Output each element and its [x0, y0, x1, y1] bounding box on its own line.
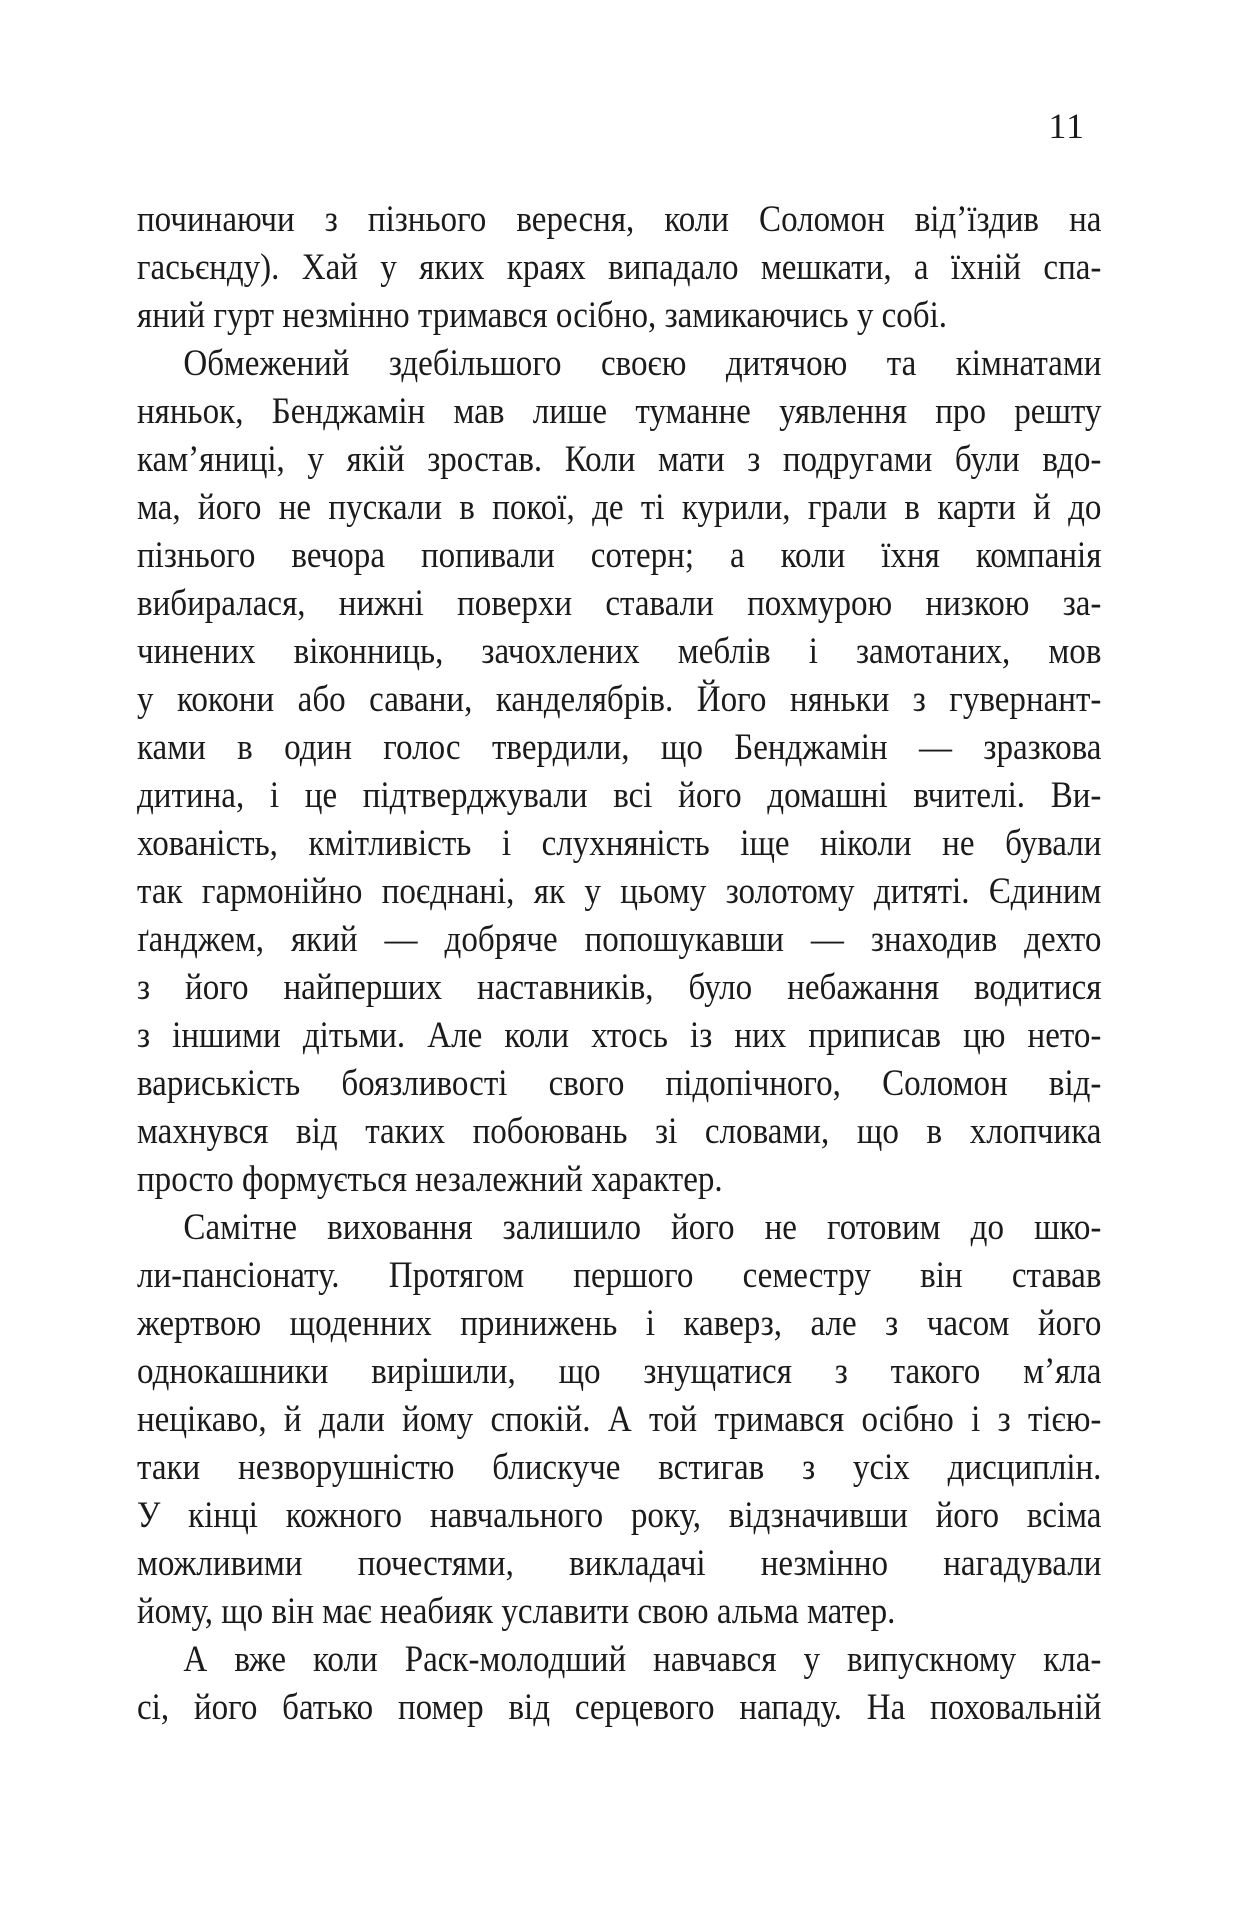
text-line: так гармонійно поєднані, як у цьому золотому дитяті. Єдиним	[137, 871, 1102, 912]
text-line: однокашники вирішили, що знущатися з такого м’яла	[137, 1351, 1102, 1392]
text-line: А вже коли Раск-молодший навчався у випускному кла-	[183, 1639, 1102, 1680]
text-line: починаючи з пізнього вересня, коли Соломон від’їздив на	[137, 199, 1102, 240]
text-line: дитина, і це підтверджували всі його домашні вчителі. Ви-	[137, 775, 1102, 816]
text-line: ґанджем, який — добряче попошукавши — знаходив дехто	[137, 919, 1102, 960]
text-line: няньок, Бенджамін мав лише туманне уявлення про решту	[137, 391, 1102, 432]
text-line: У кінці кожного навчального року, відзначивши його всіма	[137, 1495, 1102, 1536]
text-line: просто формується незалежний характер.	[137, 1159, 723, 1200]
text-line: гасьєнду). Хай у яких краях випадало мешкати, а їхній спа-	[137, 247, 1102, 288]
text-block	[137, 196, 1101, 1732]
text-line: з іншими дітьми. Але коли хтось із них приписав цю нето-	[137, 1015, 1102, 1056]
text-line: сі, його батько помер від серцевого нападу. На поховальній	[137, 1687, 1102, 1728]
text-line: чинених віконниць, зачохлених меблів і замотаних, мов	[137, 631, 1102, 672]
text-line: у кокони або савани, канделябрів. Його няньки з гувернант-	[137, 679, 1102, 720]
text-line: Обмежений здебільшого своєю дитячою та кімнатами	[183, 343, 1102, 384]
text-line: хованість, кмітливість і слухняність іще ніколи не бували	[137, 823, 1102, 864]
text-line: пізнього вечора попивали сотерн; а коли їхня компанія	[137, 535, 1102, 576]
text-column	[137, 196, 1101, 1732]
text-line: ли-пансіонату. Протягом першого семестру він ставав	[137, 1255, 1102, 1296]
text-line: жертвою щоденних принижень і каверз, але з часом його	[137, 1303, 1102, 1344]
text-line: ками в один голос твердили, що Бенджамін — зразкова	[137, 727, 1102, 768]
text-line: вариськість боязливості свого підопічного, Соломон від-	[137, 1063, 1102, 1104]
text-line: Самітне виховання залишило його не готовим до шко-	[183, 1207, 1102, 1248]
text-line: ма, його не пускали в покої, де ті курили, грали в карти й до	[137, 487, 1102, 528]
page-number: 11	[1048, 106, 1085, 146]
text-line: махнувся від таких побоювань зі словами, що в хлопчика	[137, 1111, 1102, 1152]
text-line: можливими почестями, викладачі незмінно нагадували	[137, 1543, 1102, 1584]
text-line: таки незворушністю блискуче встигав з усіх дисциплін.	[137, 1447, 1102, 1488]
text-line: яний гурт незмінно тримався осібно, замикаючись у собі.	[137, 295, 948, 336]
text-line: йому, що він має неабияк уславити свою альма матер.	[137, 1591, 896, 1632]
text-line: з його найперших наставників, було небажання водитися	[137, 967, 1102, 1008]
text-line: кам’яниці, у якій зростав. Коли мати з подругами були вдо-	[137, 439, 1102, 480]
text-line: вибиралася, нижні поверхи ставали похмурою низкою за-	[137, 583, 1102, 624]
text-line: нецікаво, й дали йому спокій. А той тримався осібно і з тією-	[137, 1399, 1102, 1440]
